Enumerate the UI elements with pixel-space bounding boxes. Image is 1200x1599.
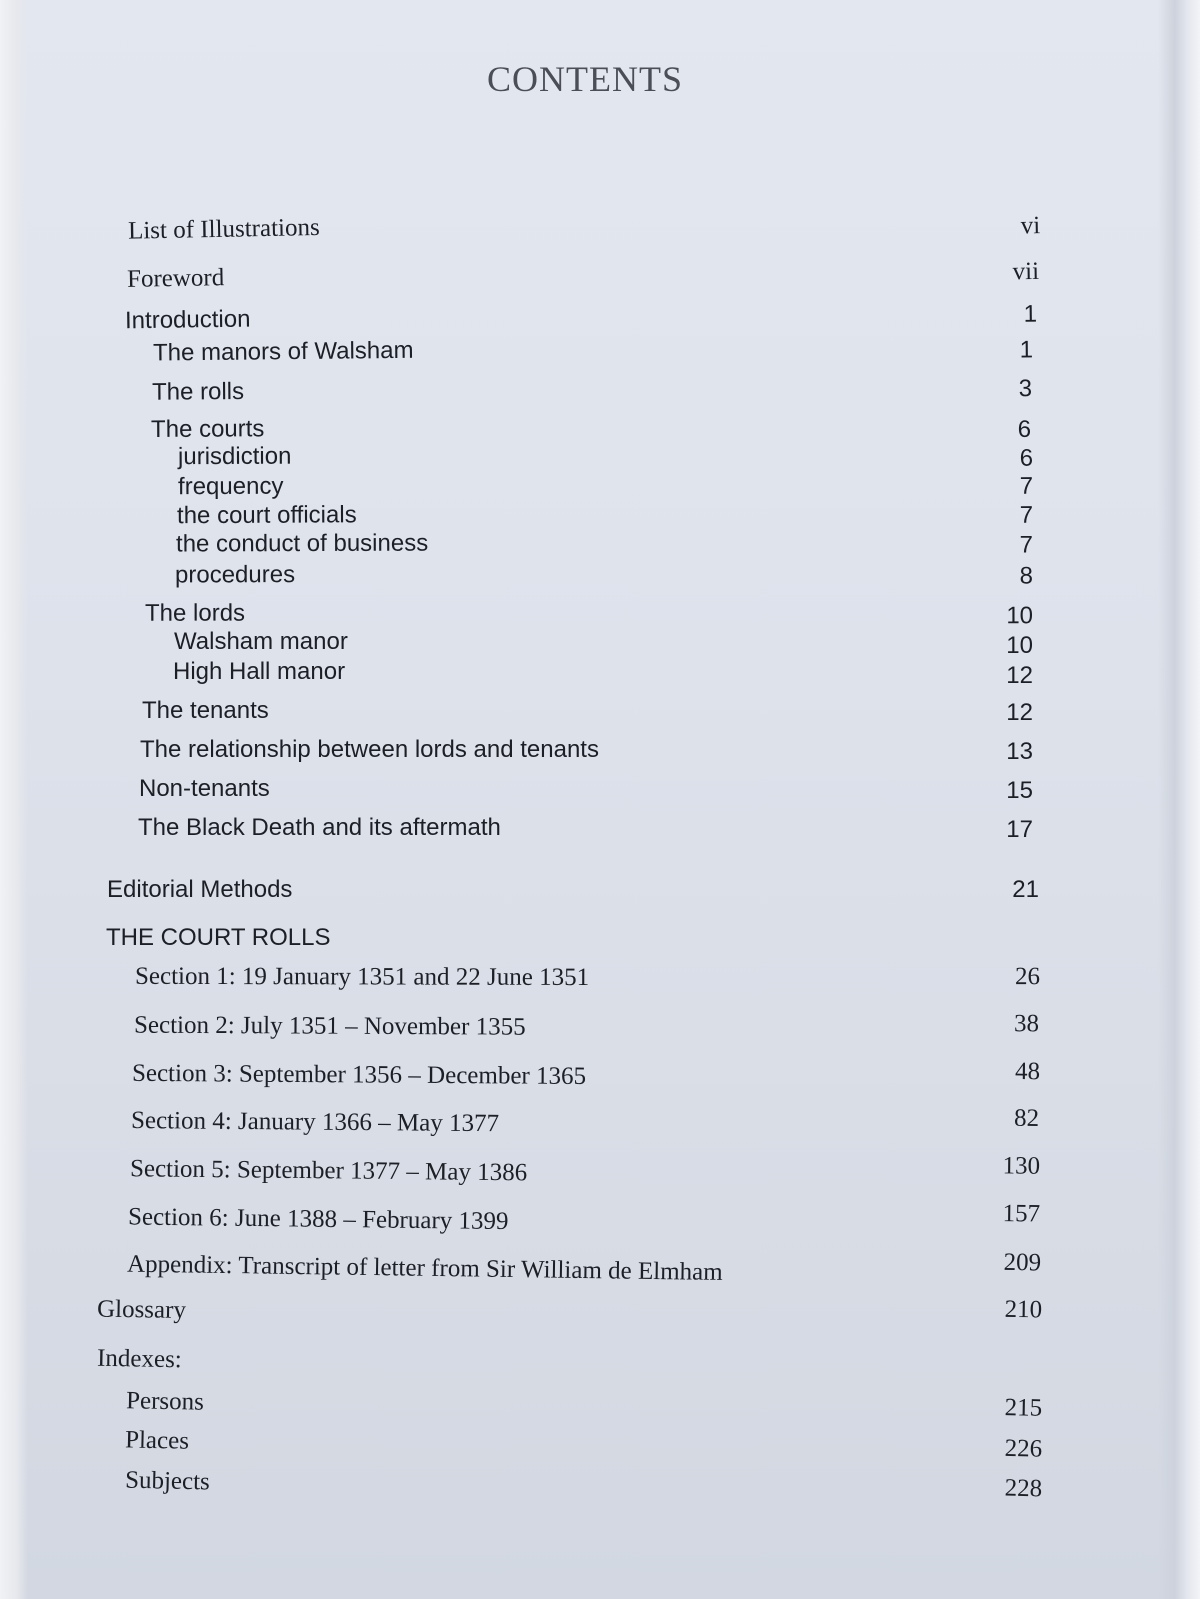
toc-entry-label: The rolls	[151, 377, 245, 406]
toc-entry	[140, 733, 1033, 767]
toc-entry-page: 12	[1006, 662, 1033, 689]
toc-entry-page: 7	[1019, 531, 1034, 559]
toc-entry-label: Indexes:	[96, 1344, 183, 1374]
toc-entry	[128, 1200, 1040, 1245]
toc-entry-label: Section 1: 19 January 1351 and 22 June 1351	[134, 962, 590, 992]
toc-entry	[173, 655, 1033, 689]
toc-entry	[97, 1342, 1042, 1392]
toc-entry-page: 10	[1006, 632, 1033, 659]
toc-entry-label: Editorial Methods	[107, 876, 293, 903]
toc-entry	[127, 1248, 1041, 1295]
toc-entry	[106, 921, 1036, 955]
toc-entry-label: Section 4: January 1366 – May 1377	[130, 1107, 500, 1138]
toc-entry	[138, 811, 1033, 845]
toc-entry-label: Foreword	[126, 264, 225, 293]
toc-entry-label: Places	[124, 1426, 190, 1455]
toc-entry-label: procedures	[174, 561, 296, 589]
toc-entry-label: High Hall manor	[173, 658, 346, 685]
toc-entry	[151, 368, 1033, 410]
toc-entry-label: The Black Death and its aftermath	[138, 814, 501, 841]
toc-entry-page: 48	[1014, 1057, 1041, 1086]
toc-entry	[135, 960, 1040, 996]
toc-entry-page: 38	[1013, 1010, 1040, 1038]
toc-entry	[132, 1057, 1040, 1097]
toc-entry-label: The courts	[150, 415, 265, 444]
toc-entry-label: the conduct of business	[175, 529, 429, 558]
toc-entry-page: 26	[1014, 963, 1041, 991]
toc-entry-label: Section 5: September 1377 – May 1386	[129, 1155, 528, 1187]
toc-entry-label: the court officials	[176, 501, 357, 530]
toc-entry	[130, 1152, 1040, 1196]
toc-entry-page: 157	[1002, 1200, 1041, 1228]
toc-entry-page: 6	[1017, 415, 1032, 443]
toc-entry-page: vii	[1012, 257, 1040, 286]
toc-entry-page: 15	[1006, 777, 1033, 804]
toc-entry-label: The lords	[144, 599, 246, 627]
toc-entry-label: Subjects	[124, 1466, 211, 1496]
toc-entry-page: 1	[1023, 300, 1038, 328]
toc-entry	[126, 247, 1040, 297]
toc-entry-page: 209	[1003, 1248, 1042, 1277]
toc-entry-page: 82	[1013, 1104, 1040, 1132]
toc-entry-page: 210	[1004, 1295, 1043, 1324]
toc-entry	[174, 556, 1034, 593]
toc-entry	[139, 772, 1033, 806]
toc-entry-label: Walsham manor	[174, 628, 348, 655]
toc-entry	[97, 1293, 1042, 1342]
toc-entry-label: Non-tenants	[139, 775, 270, 802]
toc-entry-page: 228	[1004, 1474, 1043, 1503]
toc-entry-page: 21	[1012, 876, 1039, 903]
toc-entry-label: List of Illustrations	[127, 213, 320, 245]
toc-entry-label: The relationship between lords and tenants	[140, 736, 599, 763]
toc-entry-page: 6	[1019, 444, 1034, 472]
toc-entry	[134, 1009, 1039, 1048]
toc-entry-label: frequency	[177, 472, 284, 501]
toc-entry-page: 226	[1004, 1434, 1043, 1463]
toc-entry-page: 215	[1004, 1394, 1043, 1422]
toc-entry-page: 130	[1002, 1152, 1041, 1180]
toc-entry	[174, 625, 1033, 659]
toc-entry-label: The manors of Walsham	[152, 336, 414, 367]
toc-entry-page: 1	[1019, 336, 1034, 364]
toc-entry-label: The tenants	[142, 697, 269, 724]
toc-entry-label: Section 2: July 1351 – November 1355	[133, 1011, 526, 1041]
toc-entry	[127, 197, 1041, 248]
toc-entry-label: Section 6: June 1388 – February 1399	[127, 1203, 509, 1236]
toc-entry-page: 17	[1006, 816, 1033, 843]
toc-entry-page: vi	[1020, 212, 1041, 240]
toc-entry-page: 13	[1006, 738, 1033, 765]
toc-entry-label: Glossary	[96, 1295, 187, 1324]
toc-entry-label: Persons	[125, 1387, 205, 1416]
toc-entry-label: THE COURT ROLLS	[106, 924, 331, 951]
toc-entry-label: Introduction	[124, 305, 251, 335]
toc-entry-page: 10	[1006, 602, 1034, 630]
page-title: CONTENTS	[487, 59, 683, 99]
toc-entry-label: Section 3: September 1356 – December 1365	[131, 1059, 587, 1091]
toc-entry	[107, 873, 1037, 907]
toc-entry	[131, 1104, 1039, 1146]
toc-entry-page: 12	[1006, 699, 1033, 726]
toc-entry-page: 3	[1018, 375, 1033, 403]
toc-entry-page: 8	[1019, 562, 1034, 590]
toc-entry-page: 7	[1019, 501, 1034, 529]
toc-entry	[142, 694, 1033, 728]
toc-entry-label: Appendix: Transcript of letter from Sir William de Elmham	[126, 1250, 723, 1286]
toc-entry-label: jurisdiction	[177, 442, 292, 471]
toc-entry-page: 7	[1019, 472, 1034, 500]
